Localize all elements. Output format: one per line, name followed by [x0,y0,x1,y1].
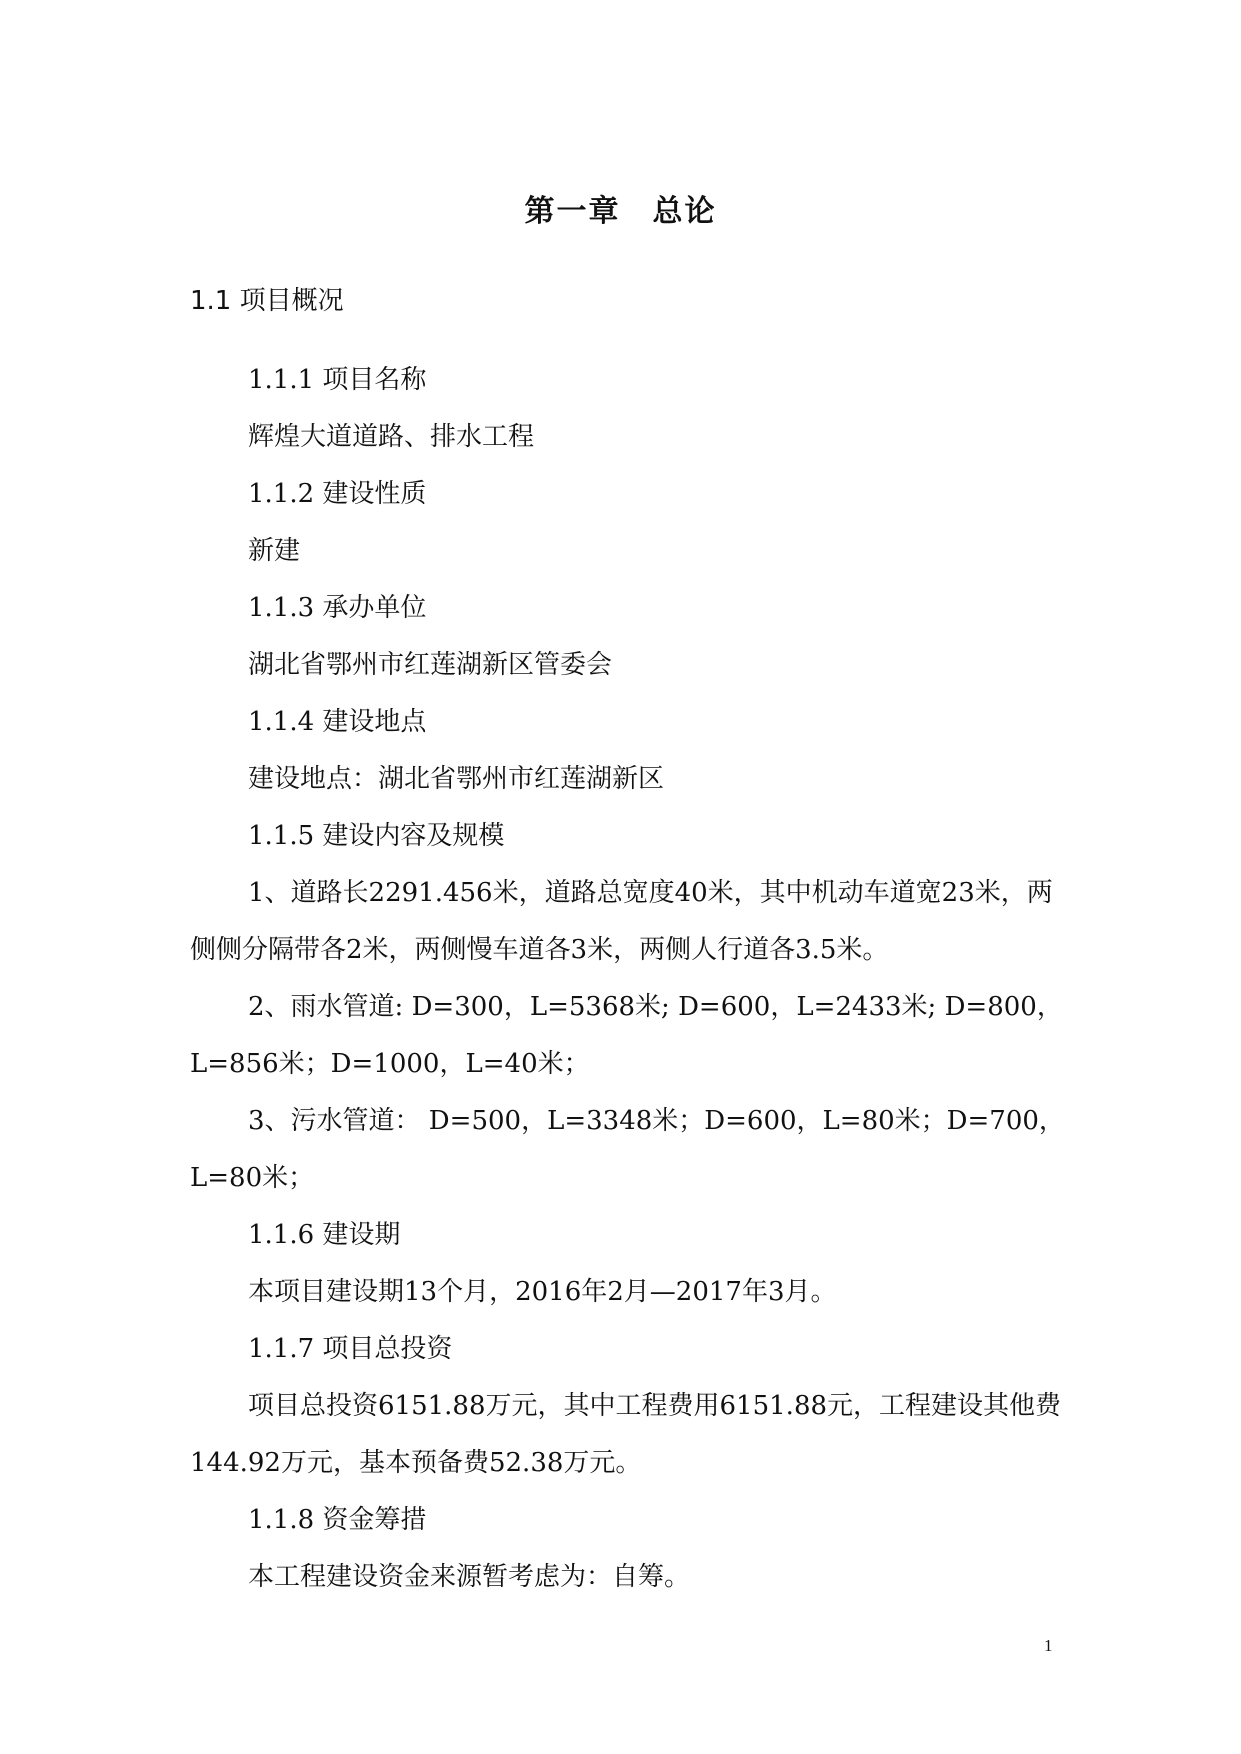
subsection-heading: 1.1.1 项目名称 [248,365,427,395]
subsection-heading: 1.1.5 建设内容及规模 [248,821,505,851]
body-text [190,352,1072,1606]
paragraph: 本项目建设期13个月，2016年2月—2017年3月。 [248,1277,837,1307]
paragraph: 项目总投资6151.88万元，其中工程费用6151.88元，工程建设其他费144.92万元，基本预备费52.38万元。 [190,1391,1062,1478]
paragraph: 3、污水管道： D=500，L=3348米；D=600，L=80米；D=700，L=80米； [190,1106,1065,1193]
chapter-title: 第一章 总论 [524,194,717,229]
section-heading: 1.1 项目概况 [190,286,344,316]
subsection-heading: 1.1.3 承办单位 [248,593,427,623]
subsection-heading: 1.1.6 建设期 [248,1220,401,1250]
paragraph: 辉煌大道道路、排水工程 [248,422,535,452]
paragraph: 本工程建设资金来源暂考虑为：自筹。 [248,1562,691,1592]
paragraph: 1、道路长2291.456米，道路总宽度40米，其中机动车道宽23米，两侧侧分隔带各2米，两侧慢车道各3米，两侧人行道各3.5米。 [190,878,1053,965]
paragraph: 建设地点：湖北省鄂州市红莲湖新区 [248,764,665,794]
subsection-heading: 1.1.2 建设性质 [248,479,427,509]
paragraph: 2、雨水管道: D=300，L=5368米; D=600，L=2433米; D=800，L=856米；D=1000，L=40米； [190,992,1063,1079]
subsection-heading: 1.1.7 项目总投资 [248,1334,453,1364]
page-number: 1 [1044,1636,1053,1655]
paragraph: 新建 [248,536,301,566]
paragraph: 湖北省鄂州市红莲湖新区管委会 [248,650,613,680]
subsection-heading: 1.1.4 建设地点 [248,707,427,737]
subsection-heading: 1.1.8 资金筹措 [248,1505,427,1535]
